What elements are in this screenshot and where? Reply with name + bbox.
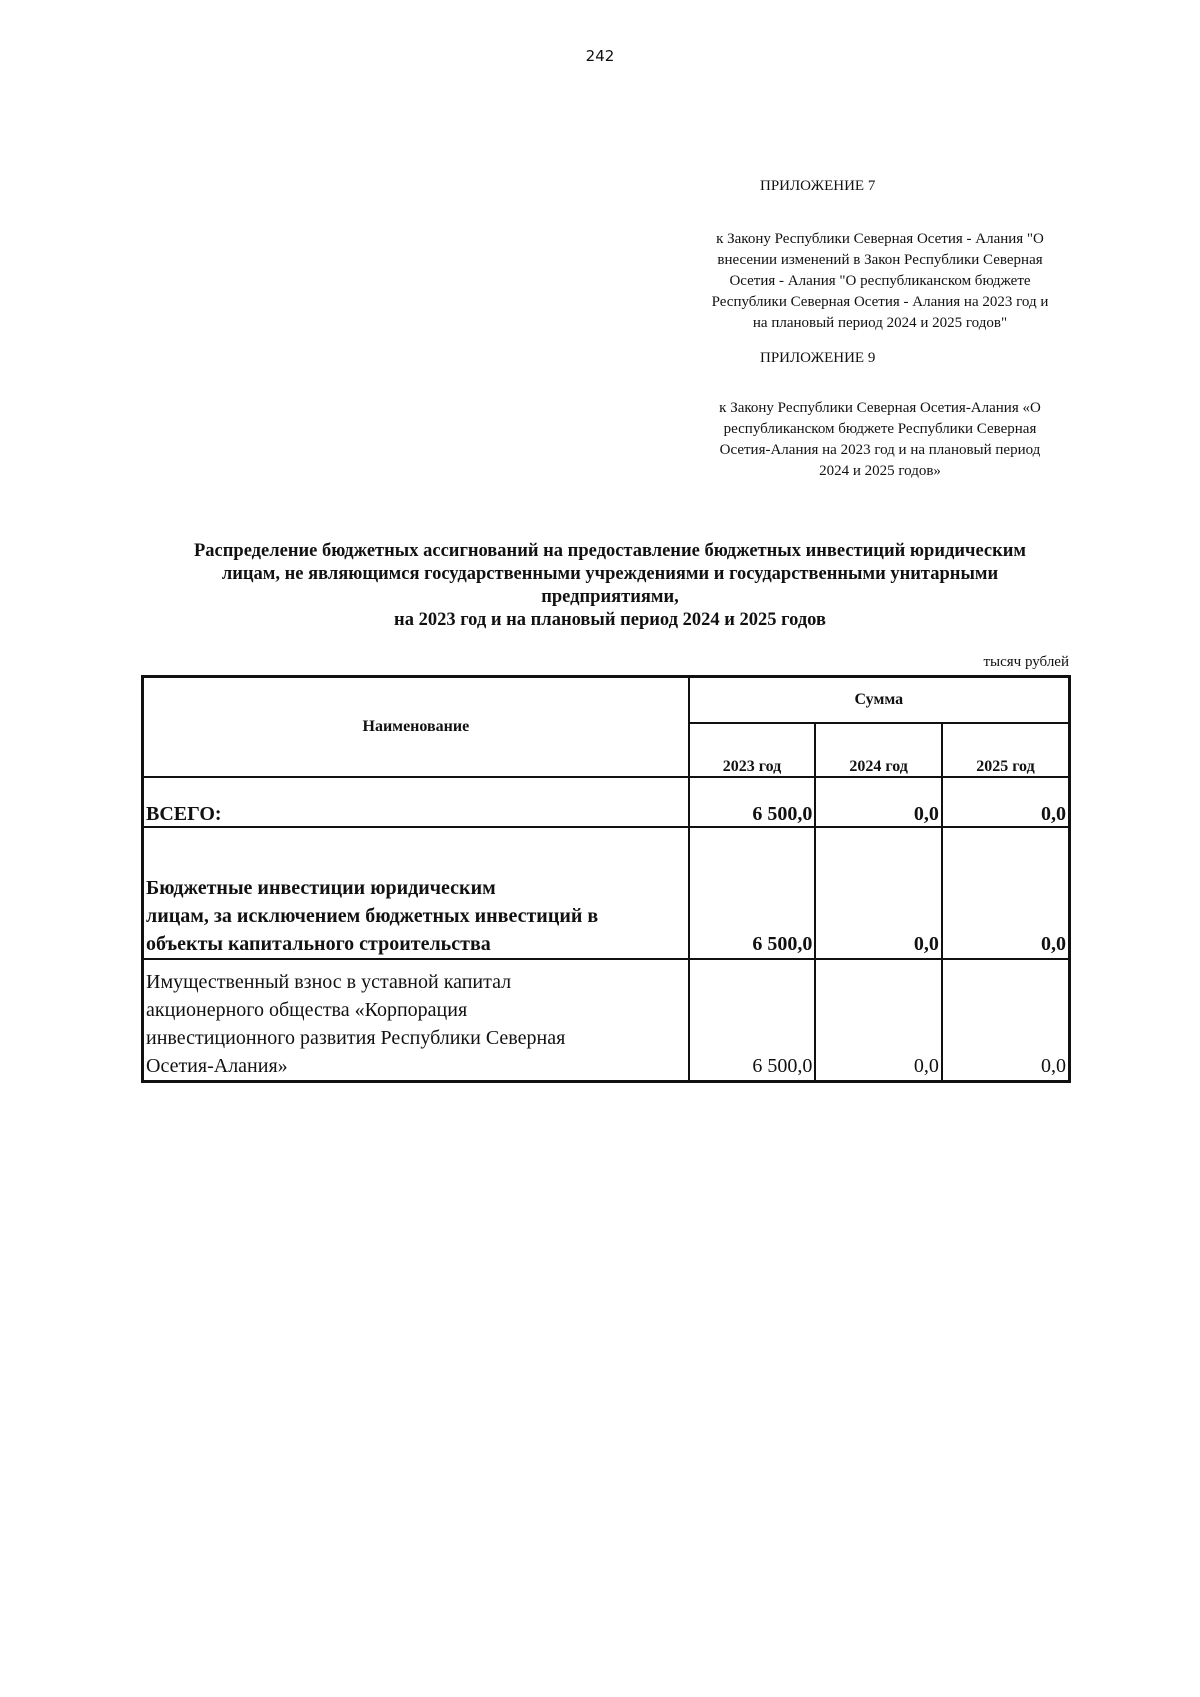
appendix-7-line: внесении изменений в Закон Республики Северная xyxy=(717,252,1043,268)
row-name-line: ВСЕГО: xyxy=(146,803,222,825)
row-name-line: Бюджетные инвестиции юридическим xyxy=(146,877,496,899)
value-2025: 0,0 xyxy=(942,777,1070,827)
appendix-9-line: к Закону Республики Северная Осетия-Алания «О xyxy=(719,400,1041,416)
table-header-row xyxy=(143,677,1070,724)
row-name xyxy=(143,827,689,959)
header-sum: Сумма xyxy=(689,677,1070,724)
row-name-line: Имущественный взнос в уставной капитал xyxy=(146,971,512,993)
table-row-group xyxy=(143,827,1070,959)
appendix-7-line: Осетия - Алания "О республиканском бюджете xyxy=(729,273,1031,289)
appendix-7-line: Республики Северная Осетия - Алания на 2023 год и xyxy=(711,294,1049,310)
page-number: 242 xyxy=(585,47,615,65)
appendix-9-line: Осетия-Алания на 2023 год и на плановый период xyxy=(719,442,1041,458)
table-row-item xyxy=(143,959,1070,1082)
header-year-2023: 2023 год xyxy=(689,723,816,777)
appendix-7-title: ПРИЛОЖЕНИЕ 7 xyxy=(760,178,876,194)
appendix-9-text xyxy=(660,398,1100,482)
value-2023: 6 500,0 xyxy=(689,827,816,959)
appendix-9-title: ПРИЛОЖЕНИЕ 9 xyxy=(760,350,876,366)
value-2023: 6 500,0 xyxy=(689,959,816,1082)
title-line: лицам, не являющимся государственными учреждениями и государственными унитарными xyxy=(221,564,999,584)
header-year-2025: 2025 год xyxy=(942,723,1070,777)
units-label: тысяч рублей xyxy=(983,654,1069,670)
title-line: Распределение бюджетных ассигнований на предоставление бюджетных инвестиций юридическим xyxy=(193,541,1027,561)
appendix-9-line: республиканском бюджете Республики Северная xyxy=(723,421,1037,437)
value-2025: 0,0 xyxy=(942,827,1070,959)
budget-table xyxy=(141,675,1071,1083)
value-2024: 0,0 xyxy=(815,777,942,827)
appendix-9-line: 2024 и 2025 годов» xyxy=(819,463,941,479)
title-line: предприятиями, xyxy=(541,587,679,607)
value-2025: 0,0 xyxy=(942,959,1070,1082)
row-name xyxy=(143,959,689,1082)
row-name-line: инвестиционного развития Республики Северная xyxy=(146,1027,566,1049)
row-name-line: Осетия-Алания» xyxy=(146,1055,288,1077)
document-title xyxy=(130,540,1090,632)
appendix-7-text xyxy=(660,229,1100,334)
value-2024: 0,0 xyxy=(815,959,942,1082)
value-2023: 6 500,0 xyxy=(689,777,816,827)
appendix-7-line: к Закону Республики Северная Осетия - Алания "О xyxy=(716,231,1044,247)
table-row-total xyxy=(143,777,1070,827)
title-line: на 2023 год и на плановый период 2024 и 2025 годов xyxy=(394,610,826,630)
row-name-line: лицам, за исключением бюджетных инвестиций в xyxy=(146,905,599,927)
row-name-line: объекты капитального строительства xyxy=(146,933,491,955)
header-year-2024: 2024 год xyxy=(815,723,942,777)
header-name: Наименование xyxy=(143,677,689,778)
appendix-7-line: на плановый период 2024 и 2025 годов" xyxy=(752,315,1008,331)
row-name xyxy=(143,777,689,827)
value-2024: 0,0 xyxy=(815,827,942,959)
row-name-line: акционерного общества «Корпорация xyxy=(146,999,468,1021)
